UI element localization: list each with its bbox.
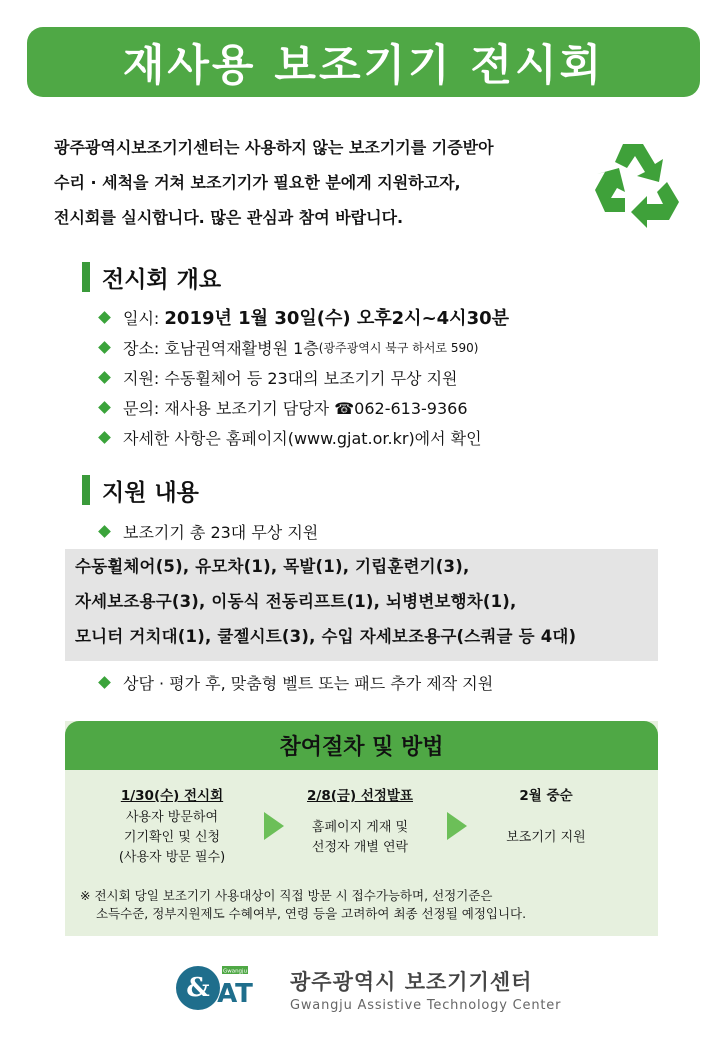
step-line: 선정자 개별 연락 (311, 840, 409, 855)
list-item (96, 392, 509, 422)
center-name-en: Gwangju Assistive Technology Center (290, 998, 562, 1013)
item-value: 호남권역재활병원 1층 (164, 338, 319, 358)
diamond-bullet-icon (98, 371, 111, 384)
item-label: 지원: (123, 368, 160, 388)
support-heading (82, 475, 199, 505)
device-line: 수동휠체어(5), 유모차(1), 목발(1), 기립훈련기(3), (75, 557, 470, 576)
item-label: 문의: (123, 398, 160, 418)
logo-small-text: Gwangju (222, 968, 248, 975)
item-label: 장소: (123, 338, 160, 358)
svg-text:&: & (186, 973, 210, 1003)
item-value: 재사용 보조기기 담당자 ☎062-613-9366 (164, 398, 468, 418)
list-item (96, 302, 509, 332)
section-bar (82, 262, 90, 292)
diamond-bullet-icon (98, 401, 111, 414)
item-subvalue: (광주광역시 북구 하서로 590) (318, 340, 479, 355)
title-banner (27, 27, 700, 97)
item-label: 일시: (123, 308, 160, 328)
step-title: 1/30(수) 전시회 (120, 788, 224, 804)
support-summary (96, 516, 318, 546)
diamond-bullet-icon (98, 525, 111, 538)
step-exhibition (92, 786, 252, 868)
intro-line: 수리 · 세척을 거쳐 보조기기가 필요한 분에게 지원하고자, (54, 173, 461, 192)
list-item (96, 362, 509, 392)
item-value: 보조기기 총 23대 무상 지원 (123, 522, 319, 542)
section-bar (82, 475, 90, 505)
diamond-bullet-icon (98, 311, 111, 324)
list-item (96, 422, 509, 452)
center-logo (176, 958, 253, 1018)
step-line: 기기확인 및 신청 (123, 830, 221, 845)
overview-list (96, 302, 509, 452)
device-line: 자세보조용구(3), 이동식 전동리프트(1), 뇌병변보행차(1), (75, 592, 517, 611)
list-item (96, 667, 493, 697)
section-title: 전시회 개요 (102, 266, 222, 293)
list-item (96, 516, 318, 546)
note-line: ※ 전시회 당일 보조기기 사용대상이 직접 방문 시 접수가능하며, 선정기준은 (80, 888, 493, 903)
step-line: 사용자 방문하여 (125, 810, 219, 825)
device-list-box (65, 549, 658, 661)
procedure-note (80, 887, 650, 923)
diamond-bullet-icon (98, 341, 111, 354)
item-value: 2019년 1월 30일(수) 오후2시~4시30분 (164, 308, 510, 329)
item-value: 수동휠체어 등 23대의 보조기기 무상 지원 (164, 368, 458, 388)
item-value: 상담 · 평가 후, 맞춤형 벨트 또는 패드 추가 제작 지원 (123, 673, 494, 693)
logo-letters: AT (217, 979, 253, 1009)
step-line: 보조기기 지원 (506, 830, 586, 845)
overview-heading (82, 262, 221, 292)
step-line: (사용자 방문 필수) (118, 850, 226, 865)
step-line: 홈페이지 게재 및 (311, 820, 409, 835)
step-support (466, 786, 626, 848)
page-title: 재사용 보조기기 전시회 (122, 40, 605, 91)
center-name-ko: 광주광역시 보조기기센터 (290, 970, 533, 994)
diamond-bullet-icon (98, 676, 111, 689)
step-title: 2월 중순 (519, 788, 573, 804)
support-extra (96, 667, 493, 697)
intro-text (54, 130, 594, 235)
list-item (96, 332, 509, 362)
diamond-bullet-icon (98, 431, 111, 444)
device-line: 모니터 거치대(1), 쿨젤시트(3), 수입 자세보조용구(스쿼글 등 4대) (75, 627, 577, 646)
section-title: 지원 내용 (102, 479, 199, 506)
recycle-icon (585, 132, 685, 232)
intro-line: 광주광역시보조기기센터는 사용하지 않는 보조기기를 기증받아 (54, 138, 494, 157)
spacer (466, 808, 626, 828)
intro-line: 전시회를 실시합니다. 많은 관심과 참여 바랍니다. (54, 208, 404, 227)
procedure-title: 참여절차 및 방법 (279, 735, 444, 760)
step-title: 2/8(금) 선정발표 (307, 788, 413, 804)
step-announcement (280, 786, 440, 858)
spacer (280, 808, 440, 818)
procedure-header (65, 721, 658, 770)
note-line: 소득수준, 정부지원제도 수혜여부, 연령 등을 고려하여 최종 선정될 예정입니다. (96, 906, 527, 921)
item-value: 자세한 사항은 홈페이지(www.gjat.or.kr)에서 확인 (123, 428, 482, 448)
